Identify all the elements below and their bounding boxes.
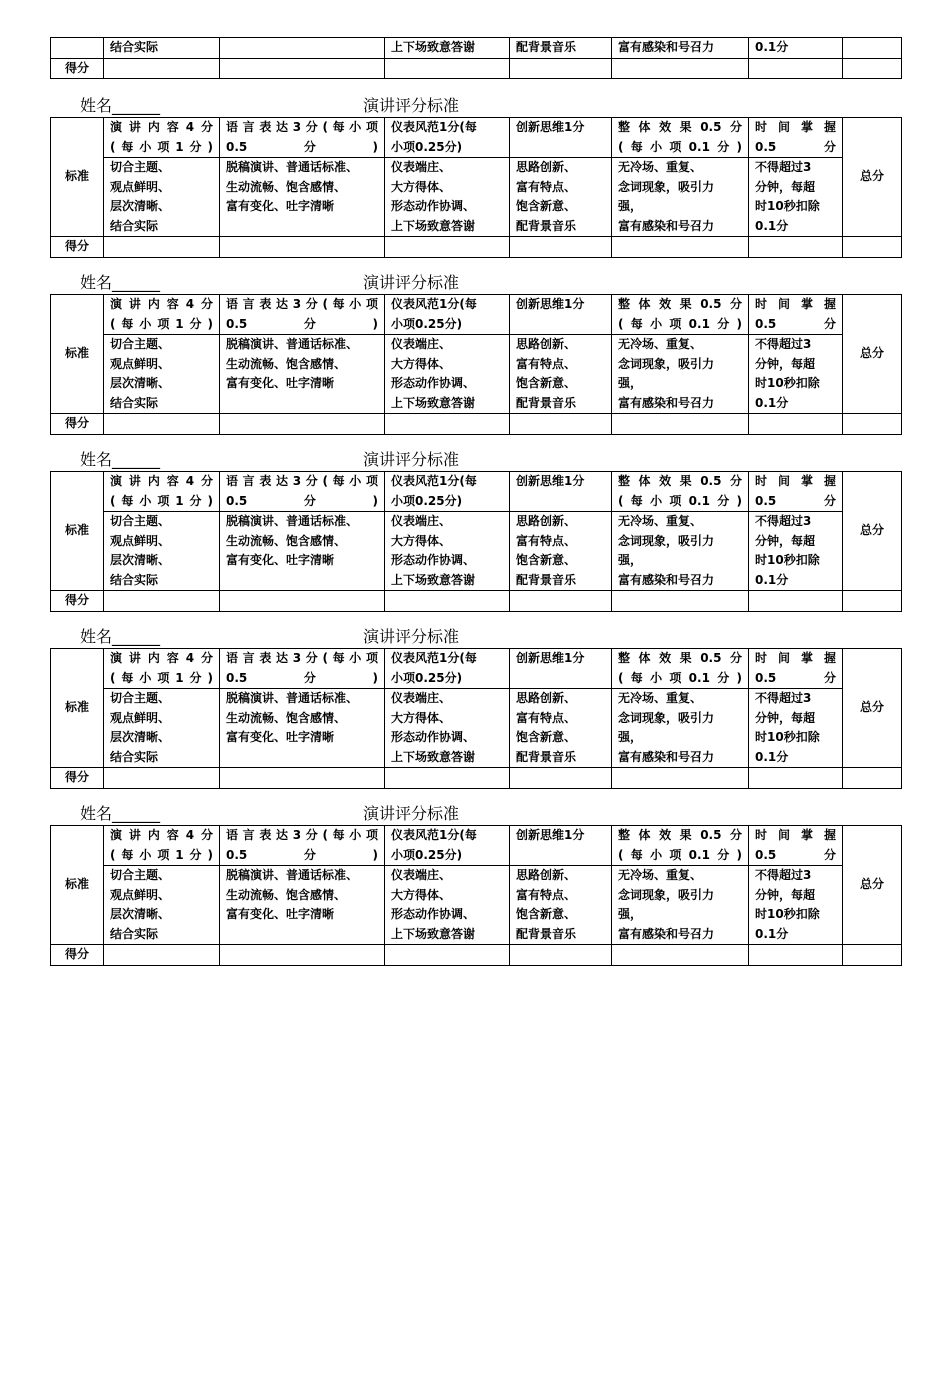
- score-cell[interactable]: [749, 591, 843, 612]
- block-header: [80, 450, 900, 470]
- block-title: 演讲评分标准: [363, 450, 460, 469]
- score-cell[interactable]: [104, 58, 220, 79]
- score-cell[interactable]: [220, 237, 385, 258]
- criterion-details: 脱稿演讲、普通话标准、 生动流畅、饱含感情、 富有变化、吐字清晰: [220, 335, 385, 414]
- criterion-header: 仪表风范1分(每 小项0.25分): [385, 826, 510, 866]
- criterion-details: 脱稿演讲、普通话标准、 生动流畅、饱含感情、 富有变化、吐字清晰: [220, 512, 385, 591]
- criterion-details: 思路创新、 富有特点、 饱含新意、 配背景音乐: [510, 689, 612, 768]
- score-cell[interactable]: [843, 768, 902, 789]
- score-cell[interactable]: [612, 945, 749, 966]
- standard-label: 标准: [51, 472, 104, 591]
- criterion-details: 不得超过3 分钟，每超 时10秒扣除 0.1分: [749, 689, 843, 768]
- criterion-details: 切合主题、 观点鲜明、 层次清晰、 结合实际: [104, 689, 220, 768]
- score-cell[interactable]: [612, 414, 749, 435]
- score-table: [50, 471, 902, 612]
- criterion-details: 仪表端庄、 大方得体、 形态动作协调、 上下场致意答谢: [385, 689, 510, 768]
- partial-cell: 0.1分: [749, 38, 843, 59]
- criterion-header: 语言表达3分(每小项 0.5分): [220, 649, 385, 689]
- partial-cell: 配背景音乐: [510, 38, 612, 59]
- criterion-details: 不得超过3 分钟，每超 时10秒扣除 0.1分: [749, 158, 843, 237]
- name-label: 姓名______: [80, 450, 161, 469]
- score-table: [50, 294, 902, 435]
- score-cell[interactable]: [843, 414, 902, 435]
- criterion-header: 仪表风范1分(每 小项0.25分): [385, 118, 510, 158]
- blank-cell: [51, 38, 104, 59]
- criterion-header: 创新思维1分: [510, 295, 612, 335]
- score-cell[interactable]: [749, 237, 843, 258]
- criterion-header: 时间掌握 0.5分: [749, 826, 843, 866]
- block-header: [80, 273, 900, 293]
- score-cell[interactable]: [104, 414, 220, 435]
- score-cell[interactable]: [612, 58, 749, 79]
- criterion-details: 仪表端庄、 大方得体、 形态动作协调、 上下场致意答谢: [385, 866, 510, 945]
- criterion-header: 整体效果0.5分 (每小项0.1分): [612, 295, 749, 335]
- partial-cell: 结合实际: [104, 38, 220, 59]
- score-cell[interactable]: [612, 591, 749, 612]
- criterion-details: 不得超过3 分钟，每超 时10秒扣除 0.1分: [749, 335, 843, 414]
- score-cell[interactable]: [220, 58, 385, 79]
- criterion-details: 不得超过3 分钟，每超 时10秒扣除 0.1分: [749, 866, 843, 945]
- score-label: 得分: [51, 945, 104, 966]
- standard-label: 标准: [51, 826, 104, 945]
- criterion-header: 语言表达3分(每小项 0.5分): [220, 295, 385, 335]
- score-cell[interactable]: [510, 58, 612, 79]
- criterion-details: 思路创新、 富有特点、 饱含新意、 配背景音乐: [510, 158, 612, 237]
- criterion-header: 演讲内容4分 (每小项1分): [104, 826, 220, 866]
- score-cell[interactable]: [843, 237, 902, 258]
- score-cell[interactable]: [385, 591, 510, 612]
- criterion-details: 脱稿演讲、普通话标准、 生动流畅、饱含感情、 富有变化、吐字清晰: [220, 866, 385, 945]
- score-cell[interactable]: [510, 945, 612, 966]
- score-cell[interactable]: [749, 945, 843, 966]
- block-title: 演讲评分标准: [363, 96, 460, 115]
- score-cell[interactable]: [104, 237, 220, 258]
- standard-label: 标准: [51, 295, 104, 414]
- score-cell[interactable]: [843, 58, 902, 79]
- total-label: 总分: [843, 826, 902, 945]
- total-label: 总分: [843, 118, 902, 237]
- score-cell[interactable]: [385, 414, 510, 435]
- score-cell[interactable]: [843, 945, 902, 966]
- score-cell[interactable]: [843, 591, 902, 612]
- score-cell[interactable]: [749, 768, 843, 789]
- name-label: 姓名______: [80, 96, 161, 115]
- score-cell[interactable]: [385, 237, 510, 258]
- score-table: [50, 648, 902, 789]
- criterion-header: 仪表风范1分(每 小项0.25分): [385, 472, 510, 512]
- block-title: 演讲评分标准: [363, 627, 460, 646]
- block-header: [80, 804, 900, 824]
- score-cell[interactable]: [220, 591, 385, 612]
- criterion-header: 演讲内容4分 (每小项1分): [104, 118, 220, 158]
- score-cell[interactable]: [385, 58, 510, 79]
- criterion-details: 无冷场、重复、 念词现象，吸引力 强， 富有感染和号召力: [612, 866, 749, 945]
- partial-cell: [843, 38, 902, 59]
- criterion-header: 创新思维1分: [510, 649, 612, 689]
- criterion-details: 无冷场、重复、 念词现象，吸引力 强， 富有感染和号召力: [612, 158, 749, 237]
- criterion-header: 演讲内容4分 (每小项1分): [104, 472, 220, 512]
- criterion-details: 思路创新、 富有特点、 饱含新意、 配背景音乐: [510, 866, 612, 945]
- criterion-details: 脱稿演讲、普通话标准、 生动流畅、饱含感情、 富有变化、吐字清晰: [220, 158, 385, 237]
- total-label: 总分: [843, 295, 902, 414]
- block-title: 演讲评分标准: [363, 273, 460, 292]
- score-cell[interactable]: [749, 414, 843, 435]
- criterion-header: 整体效果0.5分 (每小项0.1分): [612, 826, 749, 866]
- score-label: 得分: [51, 237, 104, 258]
- partial-cell: 富有感染和号召力: [612, 38, 749, 59]
- criterion-header: 仪表风范1分(每 小项0.25分): [385, 649, 510, 689]
- criterion-header: 时间掌握 0.5分: [749, 649, 843, 689]
- criterion-header: 语言表达3分(每小项 0.5分): [220, 826, 385, 866]
- score-cell[interactable]: [220, 768, 385, 789]
- criterion-header: 语言表达3分(每小项 0.5分): [220, 472, 385, 512]
- score-label: 得分: [51, 591, 104, 612]
- score-cell[interactable]: [612, 768, 749, 789]
- score-cell[interactable]: [220, 414, 385, 435]
- score-cell[interactable]: [385, 945, 510, 966]
- criterion-details: 切合主题、 观点鲜明、 层次清晰、 结合实际: [104, 512, 220, 591]
- criterion-details: 仪表端庄、 大方得体、 形态动作协调、 上下场致意答谢: [385, 158, 510, 237]
- criterion-header: 时间掌握 0.5分: [749, 295, 843, 335]
- score-cell[interactable]: [510, 591, 612, 612]
- criterion-details: 无冷场、重复、 念词现象，吸引力 强， 富有感染和号召力: [612, 335, 749, 414]
- score-label: 得分: [51, 414, 104, 435]
- standard-label: 标准: [51, 649, 104, 768]
- name-label: 姓名______: [80, 627, 161, 646]
- criterion-header: 创新思维1分: [510, 118, 612, 158]
- total-label: 总分: [843, 472, 902, 591]
- block-header: [80, 96, 900, 116]
- criterion-header: 整体效果0.5分 (每小项0.1分): [612, 649, 749, 689]
- criterion-header: 时间掌握 0.5分: [749, 472, 843, 512]
- criterion-details: 思路创新、 富有特点、 饱含新意、 配背景音乐: [510, 335, 612, 414]
- criterion-details: 切合主题、 观点鲜明、 层次清晰、 结合实际: [104, 335, 220, 414]
- criterion-details: 切合主题、 观点鲜明、 层次清晰、 结合实际: [104, 866, 220, 945]
- block-header: [80, 627, 900, 647]
- score-cell[interactable]: [385, 768, 510, 789]
- criterion-details: 不得超过3 分钟，每超 时10秒扣除 0.1分: [749, 512, 843, 591]
- score-cell[interactable]: [510, 237, 612, 258]
- criterion-header: 仪表风范1分(每 小项0.25分): [385, 295, 510, 335]
- score-cell[interactable]: [104, 591, 220, 612]
- criterion-details: 思路创新、 富有特点、 饱含新意、 配背景音乐: [510, 512, 612, 591]
- score-cell[interactable]: [612, 237, 749, 258]
- score-table: [50, 117, 902, 258]
- criterion-header: 演讲内容4分 (每小项1分): [104, 295, 220, 335]
- score-cell[interactable]: [749, 58, 843, 79]
- criterion-header: 创新思维1分: [510, 826, 612, 866]
- criterion-details: 脱稿演讲、普通话标准、 生动流畅、饱含感情、 富有变化、吐字清晰: [220, 689, 385, 768]
- score-cell[interactable]: [104, 768, 220, 789]
- name-label: 姓名______: [80, 273, 161, 292]
- criterion-header: 语言表达3分(每小项 0.5分): [220, 118, 385, 158]
- score-cell[interactable]: [104, 945, 220, 966]
- score-cell[interactable]: [510, 414, 612, 435]
- block-title: 演讲评分标准: [363, 804, 460, 823]
- name-label: 姓名______: [80, 804, 161, 823]
- partial-score-table: [50, 37, 902, 79]
- criterion-details: 仪表端庄、 大方得体、 形态动作协调、 上下场致意答谢: [385, 335, 510, 414]
- criterion-header: 创新思维1分: [510, 472, 612, 512]
- criterion-details: 无冷场、重复、 念词现象，吸引力 强， 富有感染和号召力: [612, 512, 749, 591]
- criterion-header: 整体效果0.5分 (每小项0.1分): [612, 118, 749, 158]
- score-label: 得分: [51, 768, 104, 789]
- standard-label: 标准: [51, 118, 104, 237]
- criterion-details: 切合主题、 观点鲜明、 层次清晰、 结合实际: [104, 158, 220, 237]
- partial-cell: [220, 38, 385, 59]
- partial-cell: 上下场致意答谢: [385, 38, 510, 59]
- criterion-header: 整体效果0.5分 (每小项0.1分): [612, 472, 749, 512]
- score-table: [50, 825, 902, 966]
- criterion-header: 时间掌握 0.5分: [749, 118, 843, 158]
- criterion-header: 演讲内容4分 (每小项1分): [104, 649, 220, 689]
- criterion-details: 无冷场、重复、 念词现象，吸引力 强， 富有感染和号召力: [612, 689, 749, 768]
- score-label: 得分: [51, 58, 104, 79]
- score-cell[interactable]: [220, 945, 385, 966]
- score-cell[interactable]: [510, 768, 612, 789]
- total-label: 总分: [843, 649, 902, 768]
- criterion-details: 仪表端庄、 大方得体、 形态动作协调、 上下场致意答谢: [385, 512, 510, 591]
